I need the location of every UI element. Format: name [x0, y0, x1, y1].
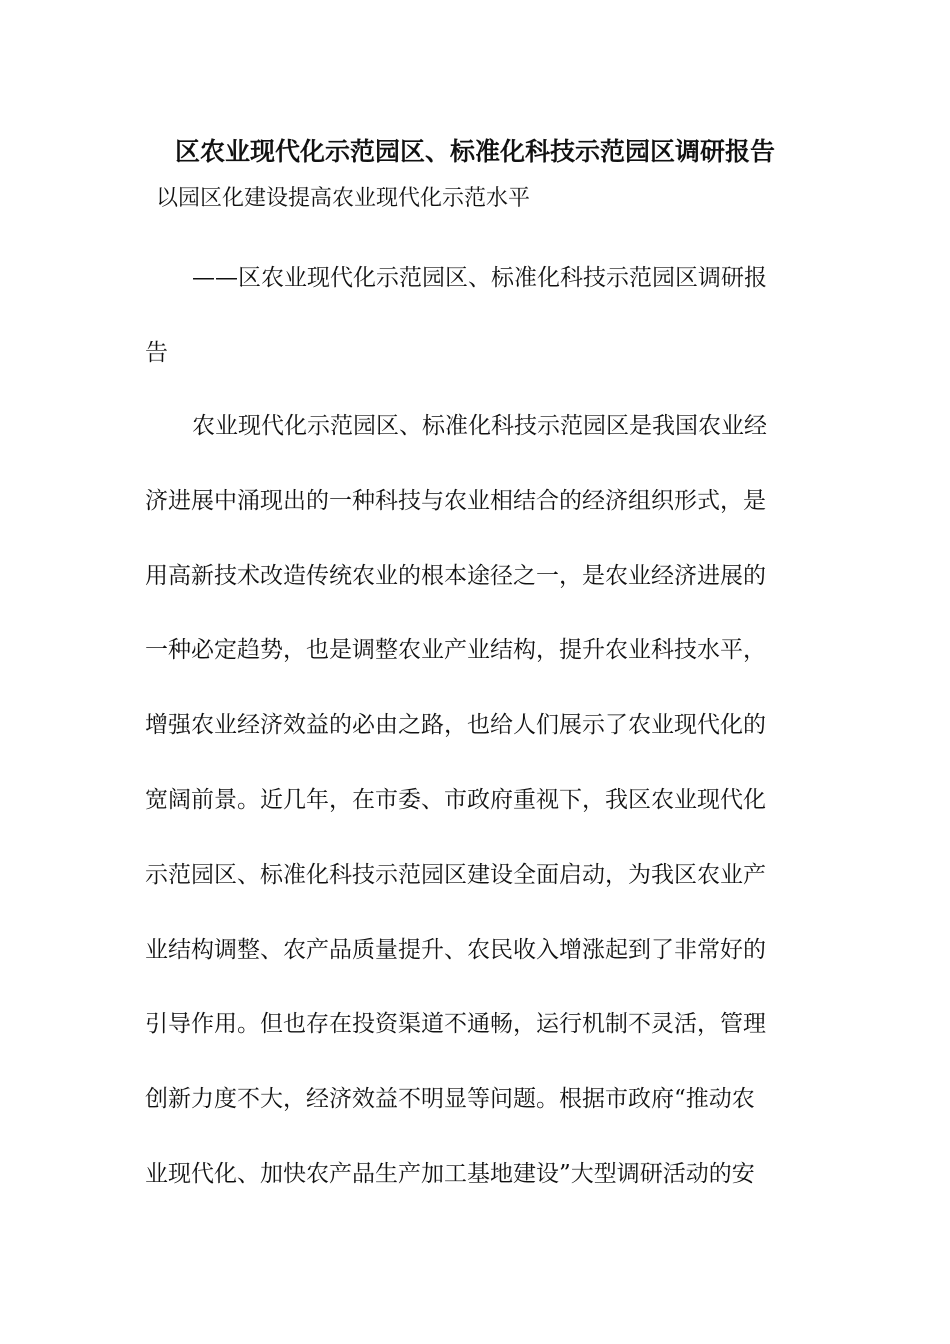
body-line: 增强农业经济效益的必由之路，也给人们展示了农业现代化的 [145, 712, 766, 738]
body-line: 引导作用。但也存在投资渠道不通畅，运行机制不灵活，管理 [145, 1011, 766, 1037]
byline-line: 告 [145, 340, 168, 366]
byline-line: ——区农业现代化示范园区、标准化科技示范园区调研报 [192, 265, 767, 291]
body-line: 济进展中涌现出的一种科技与农业相结合的经济组织形式，是 [145, 488, 766, 514]
body-line: 宽阔前景。近几年，在市委、市政府重视下，我区农业现代化 [145, 787, 766, 813]
body-line: 用高新技术改造传统农业的根本途径之一，是农业经济进展的 [145, 563, 766, 589]
body-line: 农业现代化示范园区、标准化科技示范园区是我国农业经 [192, 413, 767, 439]
document-subtitle: 以园区化建设提高农业现代化示范水平 [156, 186, 531, 211]
body-line: 一种必定趋势，也是调整农业产业结构，提升农业科技水平， [145, 637, 766, 663]
body-line: 业现代化、加快农产品生产加工基地建设”大型调研活动的安 [145, 1161, 755, 1187]
body-line: 示范园区、标准化科技示范园区建设全面启动，为我区农业产 [145, 862, 766, 888]
body-line: 创新力度不大，经济效益不明显等问题。根据市政府“推动农 [145, 1086, 755, 1112]
document-title: 区农业现代化示范园区、标准化科技示范园区调研报告 [174, 137, 775, 166]
body-line: 业结构调整、农产品质量提升、农民收入增涨起到了非常好的 [145, 937, 766, 963]
